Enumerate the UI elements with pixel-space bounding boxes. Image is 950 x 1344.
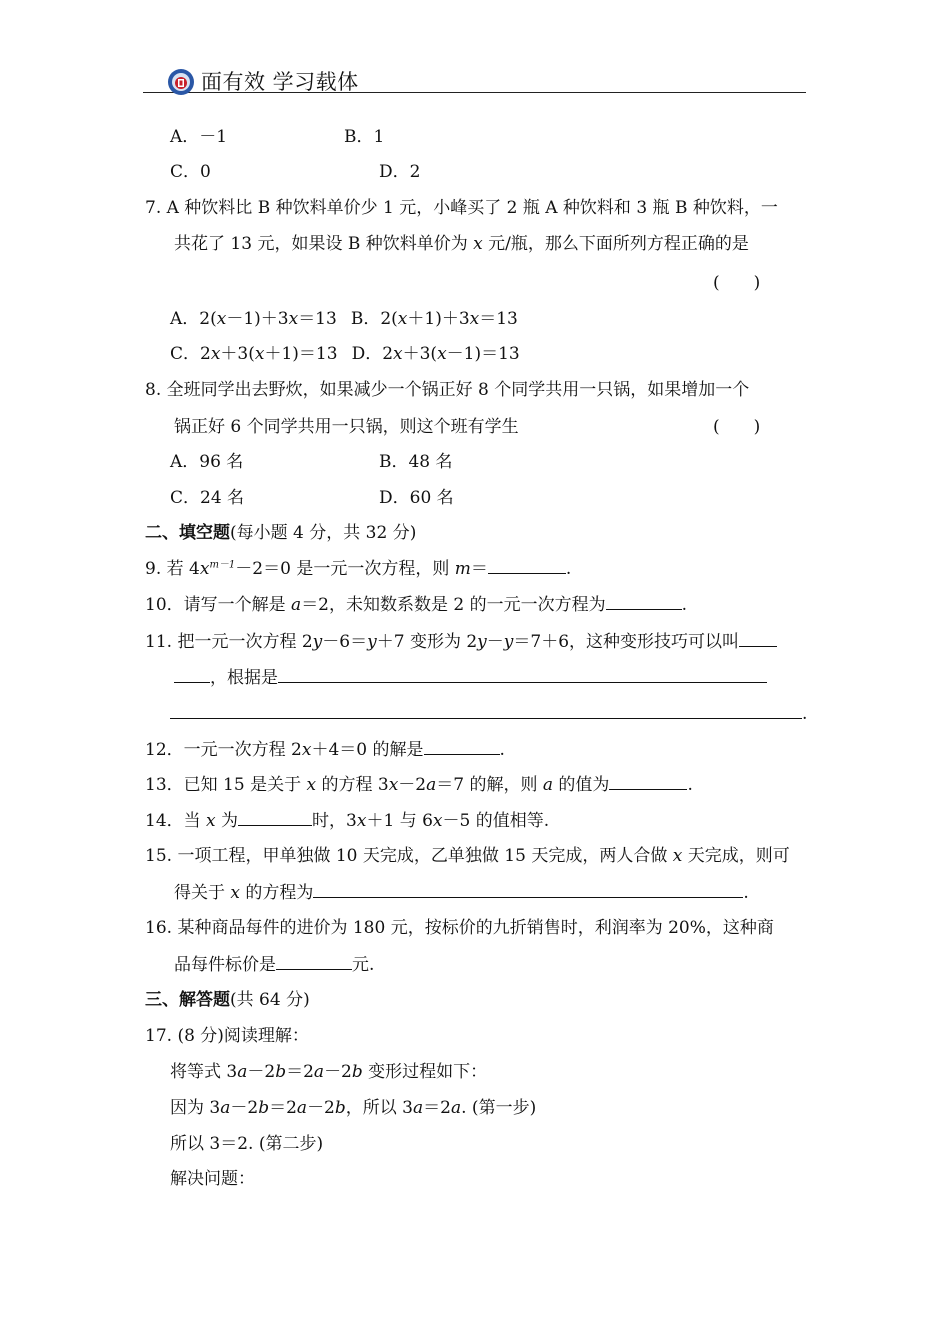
- header-title: 面有效 学习载体: [201, 70, 359, 94]
- q7-line2: 共花了 13 元，如果设 B 种饮料单价为 x 元/瓶，那么下面所列方程正确的是: [174, 234, 749, 254]
- q8-option-c: C．24 名: [170, 488, 245, 508]
- q6-option-a: A．－1: [170, 127, 228, 147]
- q8-option-a: A．96 名: [170, 452, 244, 472]
- q7-answer-paren: ( ): [713, 273, 761, 293]
- page-header: [143, 62, 806, 93]
- q17-line2: 因为 3a－2b＝2a－2b，所以 3a＝2a. (第一步): [170, 1098, 537, 1118]
- section2-heading: 二、填空题(每小题 4 分，共 32 分): [145, 523, 417, 543]
- q13: 13．已知 15 是关于 x 的方程 3x－2a＝7 的解，则 a 的值为 .: [145, 775, 693, 795]
- q6-option-c: C．0: [170, 162, 211, 182]
- q17-title: 17. (8 分)阅读理解：: [145, 1026, 309, 1046]
- q7-line1: 7. A 种饮料比 B 种饮料单价少 1 元，小峰买了 2 瓶 A 种饮料和 3 瓶 B 种饮料，一: [145, 198, 778, 218]
- q7-option-cd: C．2x＋3(x＋1)＝13 D．2x＋3(x－1)＝13: [170, 344, 520, 364]
- q8-line2: 锅正好 6 个同学共用一只锅，则这个班有学生: [174, 417, 519, 437]
- q12: 12．一元一次方程 2x＋4＝0 的解是 .: [145, 740, 505, 760]
- q15-line1: 15. 一项工程，甲单独做 10 天完成，乙单独做 15 天完成，两人合做 x 天完成，则可: [145, 846, 790, 866]
- q14: 14．当 x 为 时，3x＋1 与 6x－5 的值相等.: [145, 811, 550, 831]
- q6-option-d: D．2: [379, 162, 421, 182]
- q7-option-ab: A．2(x－1)＋3x＝13 B．2(x＋1)＋3x＝13: [170, 309, 518, 329]
- q17-line4: 解决问题：: [170, 1169, 255, 1189]
- q11-line2: ，根据是: [174, 666, 767, 689]
- q16-line2: 品每件标价是 元.: [174, 955, 375, 975]
- q16-line1: 16. 某种商品每件的进价为 180 元，按标价的九折销售时，利润率为 20%，这种商: [145, 918, 774, 938]
- q8-answer-paren: ( ): [713, 417, 761, 437]
- q8-option-d: D．60 名: [379, 488, 454, 508]
- q8-line1: 8. 全班同学出去野炊，如果减少一个锅正好 8 个同学共用一只锅，如果增加一个: [145, 380, 750, 400]
- q8-option-b: B．48 名: [379, 452, 453, 472]
- q9: 9. 若 $4x^{m-1}-2=0$ 是一元一次方程，则 m＝ .: [145, 559, 572, 579]
- q11-line1: 11. 把一元一次方程 2y－6＝y＋7 变形为 2y－y＝7＋6，这种变形技巧可以叫: [145, 630, 777, 653]
- q11-line3: .: [170, 702, 807, 725]
- q6-option-b: B．1: [344, 127, 385, 147]
- q17-line1: 将等式 3a－2b＝2a－2b 变形过程如下：: [170, 1062, 488, 1082]
- q15-line2: 得关于 x 的方程为 .: [174, 883, 749, 903]
- school-logo-icon: [167, 68, 195, 96]
- section3-heading: 三、解答题(共 64 分): [145, 990, 310, 1010]
- q10: 10．请写一个解是 a＝2，未知数系数是 2 的一元一次方程为 .: [145, 595, 688, 615]
- q17-line3: 所以 3＝2. (第二步): [170, 1134, 324, 1154]
